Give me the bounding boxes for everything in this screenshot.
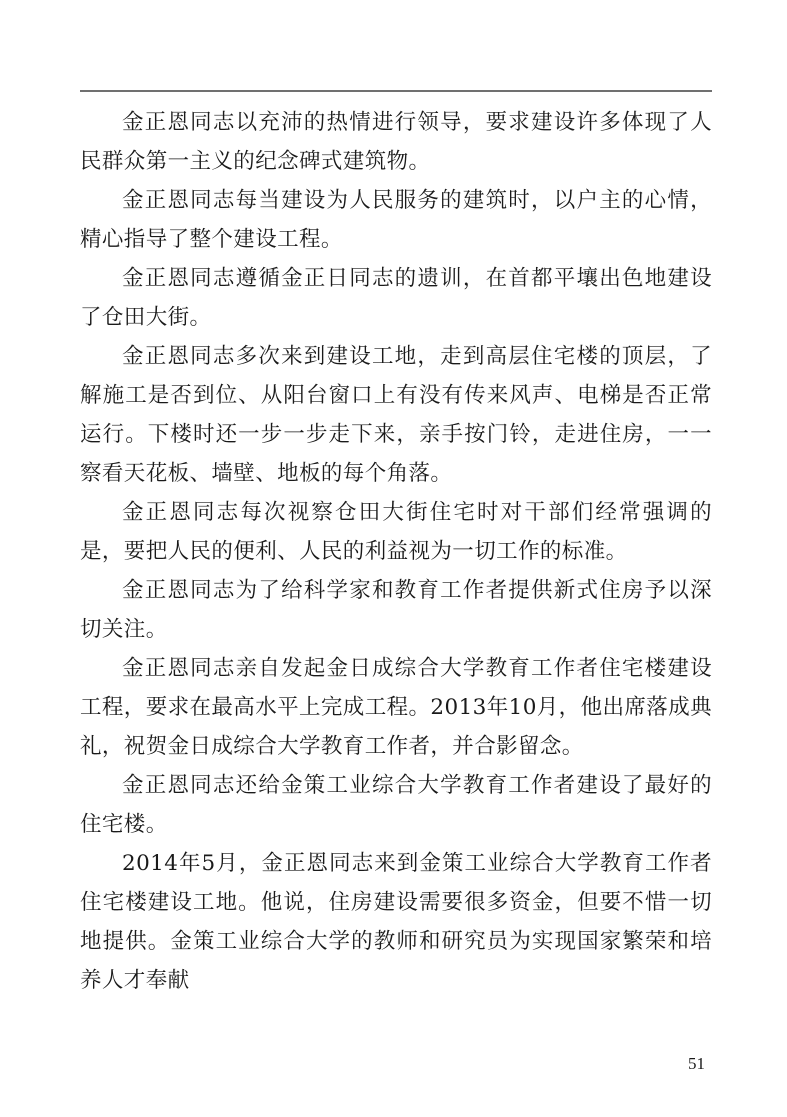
- header-rule: [80, 90, 712, 92]
- paragraph: 金正恩同志每当建设为人民服务的建筑时，以户主的心情，精心指导了整个建设工程。: [80, 188, 712, 252]
- page-number: 51: [688, 1054, 705, 1073]
- paragraph: 金正恩同志多次来到建设工地，走到高层住宅楼的顶层，了解施工是否到位、从阳台窗口上有没有传来风声、电梯是否正常运行。下楼时还一步一步走下来，亲手按门铃，走进住房，一一察看天花板、墙壁、地板的每个角落。: [80, 344, 712, 486]
- paragraph: 金正恩同志为了给科学家和教育工作者提供新式住房予以深切关注。: [80, 578, 712, 642]
- paragraph: 金正恩同志每次视察仓田大街住宅时对干部们经常强调的是，要把人民的便利、人民的利益视为一切工作的标准。: [80, 500, 712, 564]
- paragraph: 金正恩同志以充沛的热情进行领导，要求建设许多体现了人民群众第一主义的纪念碑式建筑物。: [80, 110, 712, 174]
- paragraph: 金正恩同志亲自发起金日成综合大学教育工作者住宅楼建设工程，要求在最高水平上完成工程。2013年10月，他出席落成典礼，祝贺金日成综合大学教育工作者，并合影留念。: [80, 656, 712, 759]
- paragraph: 2014年5月，金正恩同志来到金策工业综合大学教育工作者住宅楼建设工地。他说，住房建设需要很多资金，但要不惜一切地提供。金策工业综合大学的教师和研究员为实现国家繁荣和培养人才奉献: [80, 851, 712, 993]
- paragraph: 金正恩同志遵循金正日同志的遗训，在首都平壤出色地建设了仓田大街。: [80, 266, 712, 330]
- paragraph: 金正恩同志还给金策工业综合大学教育工作者建设了最好的住宅楼。: [80, 773, 712, 837]
- document-body: [80, 103, 712, 1000]
